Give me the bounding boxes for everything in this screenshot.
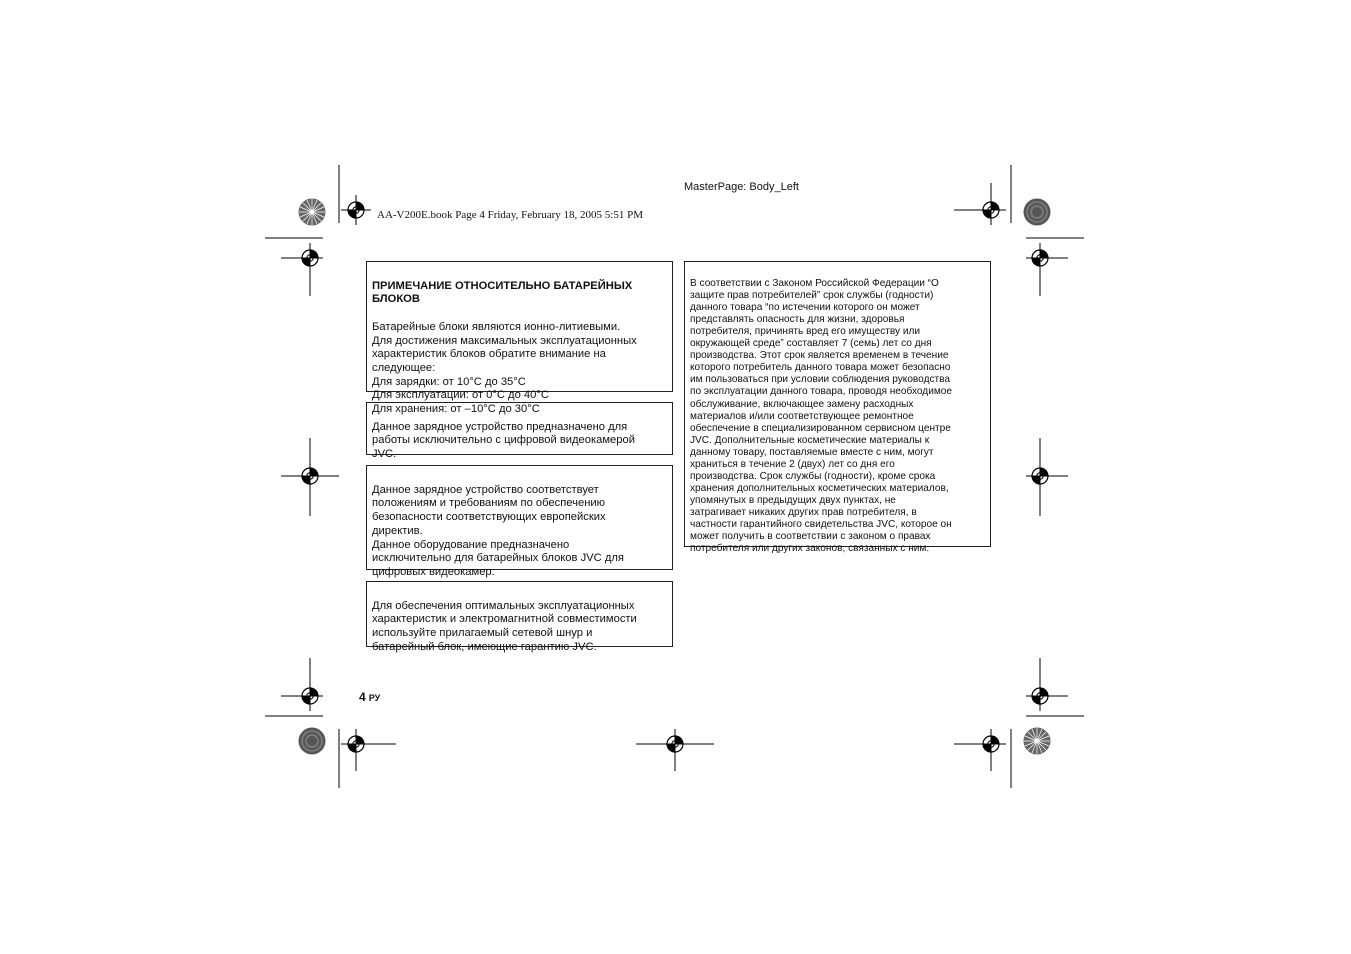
battery-note-box (366, 261, 673, 416)
charger-note-box (366, 402, 673, 461)
emc-note-text: Для обеспечения оптимальных эксплуатационных характеристик и электромагнитной совместимости используйте прилагаемый сетевой шнур и батарейный блок, имеющие гарантию JVC. (372, 599, 637, 653)
charger-note-text: Данное зарядное устройство предназначено для работы исключительно с цифровой видеокамерой JVC. (372, 420, 635, 461)
consumer-law-text: В соответствии с Законом Российской Федерации “О защите прав потребителей” срок службы (годности) данного товара “по истечении которого он может представлять опасность для жизни, здоровья потребителя, причинять вред его имуществу или окружающей среде” составляет 7 (семь) лет со дня производства. Этот срок является временем в течение которого потребитель данного товара может безопасно им пользоваться при условии соблюдения руководства по эксплуатации данного товара, проводя необходимое обслуживание, включающее замену расходных материалов и/или соответствующее ремонтное обеспечение в специализированном сервисном центре JVC. Дополнительные косметические материалы к данному товару, поставляемые вместе с ним, могут храниться в течение 2 (двух) лет со дня его производства. Срок службы (годности), кроме срока хранения дополнительных косметических материалов, упомянутых в предыдущих двух пунктах, не затрагивает никаких других прав потребителя, в частности гарантийного свидетельства JVC, которое он может получить в соответствии с законом о правах потребителя или других законов, связанных с ним. (690, 278, 953, 555)
battery-note-body: Батарейные блоки являются ионно-литиевыми. Для достижения максимальных эксплуатационных характеристик блоков обратите внимание на следующее: Для зарядки: от 10°C до 35°C Для эксплуатации: от 0°C до 40°C Для хранения: от –10°C до 30°C (372, 320, 637, 416)
book-info-line: AA-V200E.book Page 4 Friday, February 18, 2005 5:51 PM (377, 209, 644, 221)
emc-note-box (366, 581, 673, 653)
master-page-label: MasterPage: Body_Left (684, 181, 799, 193)
consumer-law-box (684, 261, 991, 555)
battery-note-title: ПРИМЕЧАНИЕ ОТНОСИТЕЛЬНО БАТАРЕЙНЫХ БЛОКОВ (372, 279, 633, 306)
compliance-note-text: Данное зарядное устройство соответствует положениям и требованиям по обеспечению безопасности соответствующих европейских директив. Данное оборудование предназначено исключительно для батарейных блоков JVC для цифровых видеокамер. (372, 483, 624, 578)
page-number (359, 690, 380, 704)
compliance-note-box (366, 465, 673, 578)
page-language-suffix: РУ (368, 693, 381, 703)
page-number-value: 4 (359, 690, 366, 704)
